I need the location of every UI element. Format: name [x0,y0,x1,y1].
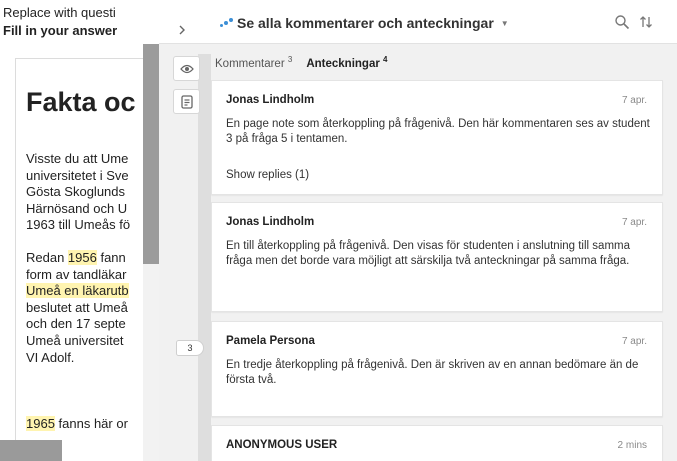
annotation-sidebar [211,0,677,461]
note-icon [181,95,193,109]
collapse-sidebar-button[interactable] [178,22,186,38]
tab-notes[interactable]: Anteckningar $^4$ [306,55,388,70]
document-footer-bar [0,440,62,461]
show-annotations-button[interactable] [173,56,200,81]
annotation-card[interactable] [211,321,663,417]
answer-instruction: Fill in your answer [3,23,118,38]
search-icon[interactable] [614,14,630,30]
show-replies-button[interactable]: Show replies (1) [226,169,310,181]
paragraph-2: Redan 1956 fann form av tandläkar Umeå en läkarutb beslutet att Umeå och den 17 septe Umeå universitet VI Adolf. [26,250,129,365]
card-author[interactable]: ANONYMOUS USER [226,439,338,451]
eye-icon [180,64,194,74]
paragraph-1: Visste du att Ume universitetet i Sve Gösta Skoglunds Härnösand och U 1963 till Umeås fö [26,151,131,233]
card-timestamp[interactable]: 7 apr. [621,217,647,228]
annotation-card[interactable] [211,425,663,461]
annotations-icon [220,18,234,28]
highlight[interactable]: Umeå en läkarutb [26,283,129,299]
tab-comments[interactable]: Kommentarer $^3$ [215,55,293,70]
card-timestamp[interactable]: 7 apr. [621,336,647,347]
document-edge [143,264,159,461]
highlight[interactable]: 1965 [26,416,55,431]
card-body: En till återkoppling på frågenivå. Den visas för studenten i anslutning till samma fråga men det borde vara möjligt att särskilja två anteckningar på samma fråga. [226,240,630,267]
bucket-bar [198,54,211,461]
question-placeholder: Replace with questi [3,5,116,20]
annotation-card[interactable] [211,80,663,195]
page-notes-button[interactable] [173,89,200,114]
document-scrollbar[interactable] [143,44,159,264]
caret-down-icon: ▼ [500,18,509,28]
card-timestamp[interactable]: 7 apr. [621,95,647,106]
card-author[interactable]: Jonas Lindholm [226,216,315,228]
card-body: En page note som återkoppling på frågenivå. Den här kommentaren ses av student 3 på fråga 5 i tentamen. [226,118,650,145]
sidebar-top-bar [211,0,677,44]
filter-dropdown[interactable] [220,15,509,31]
card-body: En tredje återkoppling på frågenivå. Den är skriven av en annan bedömare än de första två. [226,359,639,386]
card-author[interactable]: Pamela Persona [226,335,315,347]
sort-icon[interactable] [638,14,654,30]
paragraph-3: 1965 fanns här or [26,416,128,431]
chevron-right-icon [178,25,186,35]
tab-bar [215,55,387,70]
page-title: Fakta oc [26,87,136,117]
filter-label: Se alla kommentarer och anteckningar [237,15,494,31]
card-author[interactable]: Jonas Lindholm [226,94,315,106]
annotation-card[interactable] [211,202,663,312]
document-pane [0,0,170,461]
bucket-count-badge[interactable]: 3 [176,340,204,356]
card-timestamp[interactable]: 2 mins [617,440,647,451]
highlight[interactable]: 1956 [67,250,97,265]
